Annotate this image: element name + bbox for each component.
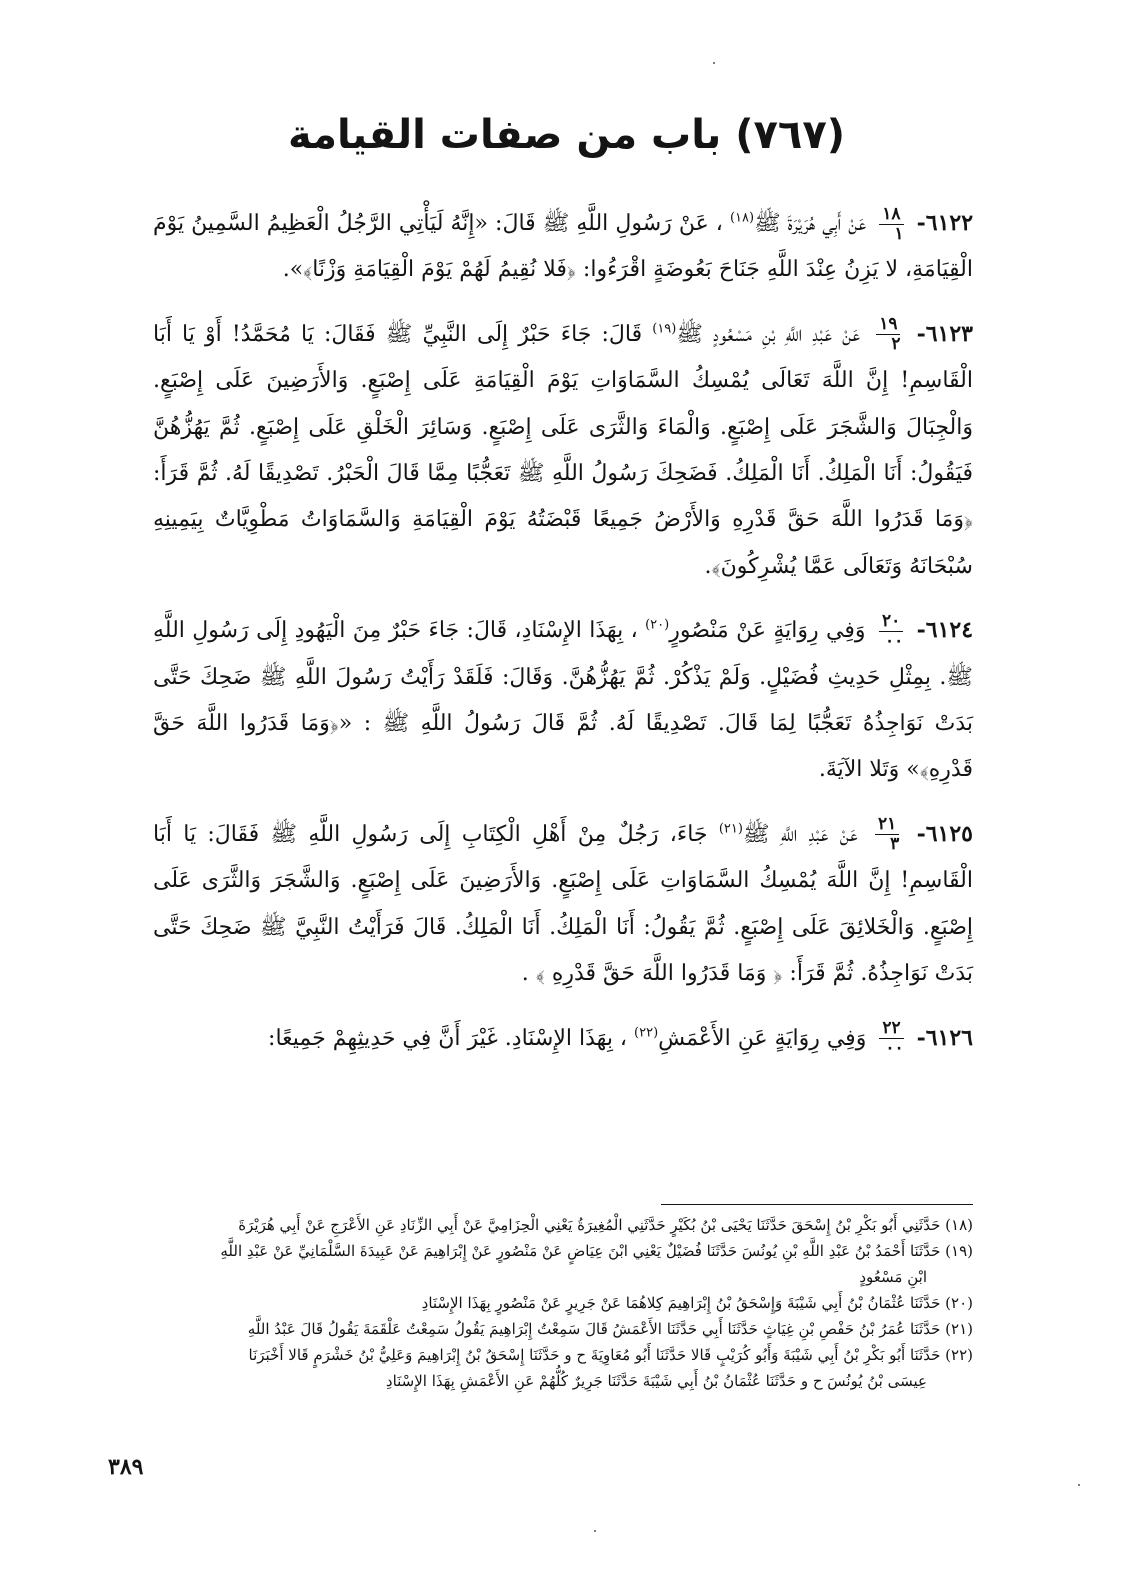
footnote-19 xyxy=(153,1238,973,1264)
hadith-section xyxy=(153,200,973,1079)
fraction-denominator: ٠٠ xyxy=(884,630,904,651)
fraction-numerator: ٢٢ xyxy=(879,1020,903,1039)
fraction-denominator: ١ xyxy=(894,223,904,244)
fraction-denominator: ٣ xyxy=(890,834,900,855)
footnote-22-continuation: عِيسَى بْنُ يُونُسَ ح و حَدَّثَنَا عُثْمَانُ بْنُ أَبِي شَيْبَةَ حَدَّثَنَا جَرِيرٌ كُلُّهُمْ عَنِ الأَعْمَشِ بِهَذَا الإِسْنَادِ xyxy=(385,1372,927,1390)
hadith-reference-fraction xyxy=(876,316,900,353)
hadith-reference-fraction xyxy=(879,203,904,244)
footnote-label: (١٩) xyxy=(945,1242,973,1260)
footnote-label: (٢٠) xyxy=(945,1294,973,1312)
chapter-title: (٧٦٧) باب من صفات القيامة xyxy=(287,112,846,158)
hadith-narrator: عَنْ عَبْدِ اللَّهِ بْنِ مَسْعُودٍ ﷺ xyxy=(676,321,861,347)
footnote-marker: (٢٠) xyxy=(645,617,670,633)
fraction-numerator: ٢١ xyxy=(875,816,899,835)
footnote-21 xyxy=(153,1316,973,1342)
footnote-divider xyxy=(661,1204,973,1205)
fraction-denominator: ٠٠ xyxy=(885,1038,904,1058)
hadith-6124 xyxy=(153,607,973,794)
hadith-reference-fraction xyxy=(879,610,904,651)
footnote-text: حَدَّثَنِي أَبُو بَكْرِ بْنُ إِسْحَقَ حَدَّثَنَا يَحْيَى بْنُ بُكَيْرٍ حَدَّثَنِي الْمُغِيرَةُ يَعْنِي الْحِزَامِيَّ عَنْ أَبِي الزِّنَادِ عَنِ الأَعْرَجِ عَنْ أَبِي هُرَيْرَةَ xyxy=(238,1216,941,1234)
hadith-6125 xyxy=(153,811,973,998)
scan-speck xyxy=(713,62,715,64)
scan-speck xyxy=(594,1530,596,1532)
hadith-reference-fraction xyxy=(879,1020,903,1057)
hadith-text: ، عَنْ رَسُولِ اللَّهِ ﷺ قَالَ: «إِنَّهُ لَيَأْتِي الرَّجُلُ الْعَظِيمُ السَّمِينُ يَوْمَ الْقِيَامَةِ، لا يَزِنُ عِنْدَ اللَّهِ جَنَاحَ بَعُوضَةٍ اقْرَءُوا: ﴿فَلا نُقِيمُ لَهُمْ يَوْمَ الْقِيَامَةِ وَزْنًا﴾». xyxy=(153,211,973,283)
footnotes-section xyxy=(153,1212,973,1394)
footnote-marker: (١٨) xyxy=(729,210,755,226)
hadith-6123 xyxy=(153,311,973,590)
hadith-text: ، بِهَذَا الإِسْنَادِ، قَالَ: جَاءَ حَبْرٌ مِنَ الْيَهُودِ إِلَى رَسُولِ اللَّهِ ﷺ. بِمِثْلِ حَدِيثِ فُضَيْلٍ. وَلَمْ يَذْكُرْ. ثُمَّ يَهُزُّهُنَّ. وَقَالَ: فَلَقَدْ رَأَيْتُ رَسُولَ اللَّهِ ﷺ ضَحِكَ حَتَّى بَدَتْ نَوَاجِذُهُ تَعَجُّبًا لِمَا قَالَ. تَصْدِيقًا لَهُ. ثُمَّ قَالَ رَسُولُ اللَّهِ ﷺ : «﴿وَمَا قَدَرُوا اللَّهَ حَقَّ قَدْرِهِ﴾» وَتَلا الآيَةَ. xyxy=(153,618,973,783)
hadith-number: ٦١٢٣- xyxy=(916,320,973,347)
hadith-narrator: وَفِي رِوَايَةٍ عَنِ الأَعْمَشِ xyxy=(658,1025,867,1051)
footnote-label: (٢٢) xyxy=(945,1346,973,1364)
hadith-narrator: عَنْ عَبْدِ اللَّهِ ﷺ xyxy=(742,821,858,847)
hadith-text: جَاءَ، رَجُلٌ مِنْ أَهْلِ الْكِتَابِ إِلَى رَسُولِ اللَّهِ ﷺ فَقَالَ: يَا أَبَا الْقَاسِمِ! إِنَّ اللَّهَ يُمْسِكُ السَّمَاوَاتِ عَلَى إِصْبَعٍ. وَالأَرَضِينَ عَلَى إِصْبَعٍ. وَالشَّجَرَ وَالثَّرَى عَلَى إِصْبَعٍ. وَالْخَلائِقَ عَلَى إِصْبَعٍ. ثُمَّ يَقُولُ: أَنَا الْمَلِكُ. أَنَا الْمَلِكُ. قَالَ فَرَأَيْتُ النَّبِيَّ ﷺ ضَحِكَ حَتَّى بَدَتْ نَوَاجِذُهُ. ثُمَّ قَرَأَ: ﴿ وَمَا قَدَرُوا اللَّهَ حَقَّ قَدْرِهِ ﴾ . xyxy=(153,821,973,987)
hadith-number: ٦١٢٢- xyxy=(916,210,974,236)
hadith-6126 xyxy=(153,1015,973,1062)
hadith-number: ٦١٢٤- xyxy=(916,617,974,644)
page-number: ٣٨٩ xyxy=(108,1454,144,1480)
fraction-numerator: ١٨ xyxy=(879,206,903,225)
footnote-marker: (١٩) xyxy=(652,321,677,337)
footnote-marker: (٢٢) xyxy=(634,1025,659,1041)
footnote-text: حَدَّثَنَا عُمَرُ بْنُ حَفْصِ بْنِ غِيَاثٍ حَدَّثَنَا أَبِي حَدَّثَنَا الأَعْمَشُ قَالَ سَمِعْتُ إِبْرَاهِيمَ يَقُولُ سَمِعْتُ عَلْقَمَةَ يَقُولُ قَالَ عَبْدُ اللَّهِ xyxy=(247,1320,941,1338)
footnote-label: (١٨) xyxy=(945,1216,973,1234)
footnote-label: (٢١) xyxy=(945,1320,973,1338)
hadith-narrator: وَفِي رِوَايَةٍ عَنْ مَنْصُورٍ xyxy=(669,618,866,644)
hadith-narrator: عَنْ أَبِي هُرَيْرَةَ ﷺ xyxy=(754,211,867,236)
hadith-reference-fraction xyxy=(875,816,899,853)
scan-speck xyxy=(1078,1484,1080,1486)
fraction-denominator: ٢ xyxy=(891,334,901,355)
footnote-19-continuation: ابْنِ مَسْعُودٍ xyxy=(859,1268,927,1286)
footnote-22 xyxy=(153,1342,973,1368)
hadith-number: ٦١٢٦- xyxy=(916,1024,973,1051)
hadith-text: ، بِهَذَا الإِسْنَادِ. غَيْرَ أَنَّ فِي حَدِيثِهِمْ جَمِيعًا: xyxy=(268,1025,628,1051)
footnote-text: حَدَّثَنَا أَحْمَدُ بْنُ عَبْدِ اللَّهِ بْنِ يُونُسَ حَدَّثَنَا فُضَيْلٌ يَعْنِي ابْنَ عِيَاضٍ عَنْ مَنْصُورٍ عَنْ إِبْرَاهِيمَ عَنْ عَبِيدَةَ السَّلْمَانِيِّ عَنْ عَبْدِ اللَّهِ xyxy=(220,1242,941,1260)
footnote-18 xyxy=(153,1212,973,1238)
fraction-numerator: ١٩ xyxy=(876,316,900,335)
hadith-6122 xyxy=(153,200,973,294)
fraction-numerator: ٢٠ xyxy=(879,613,903,632)
hadith-text: قَالَ: جَاءَ حَبْرٌ إِلَى النَّبِيِّ ﷺ فَقَالَ: يَا مُحَمَّدُ! أَوْ يَا أَبَا الْقَاسِمِ! إِنَّ اللَّهَ تَعَالَى يُمْسِكُ السَّمَاوَاتِ يَوْمَ الْقِيَامَةِ عَلَى إِصْبَعٍ. وَالأَرَضِينَ عَلَى إِصْبَعٍ. وَالْجِبَالَ وَالشَّجَرَ عَلَى إِصْبَعٍ. وَالْمَاءَ وَالثَّرَى عَلَى إِصْبَعٍ. وَسَائِرَ الْخَلْقِ عَلَى إِصْبَعٍ. ثُمَّ يَهُزُّهُنَّ فَيَقُولُ: أَنَا الْمَلِكُ. أَنَا الْمَلِكُ. فَضَحِكَ رَسُولُ اللَّهِ ﷺ تَعَجُّبًا مِمَّا قَالَ الْحَبْرُ. تَصْدِيقًا لَهُ. ثُمَّ قَرَأَ: ﴿وَمَا قَدَرُوا اللَّهَ حَقَّ قَدْرِهِ وَالأَرْضُ جَمِيعًا قَبْضَتُهُ يَوْمَ الْقِيَامَةِ وَالسَّمَاوَاتُ مَطْوِيَّاتٌ بِيَمِينِهِ سُبْحَانَهُ وَتَعَالَى عَمَّا يُشْرِكُونَ﴾. xyxy=(153,321,973,579)
footnote-marker: (٢١) xyxy=(718,821,743,837)
footnote-20 xyxy=(153,1290,973,1316)
footnote-text: حَدَّثَنَا عُثْمَانُ بْنُ أَبِي شَيْبَةَ وَإِسْحَقُ بْنُ إِبْرَاهِيمَ كِلاهُمَا عَنْ جَرِيرٍ عَنْ مَنْصُورٍ بِهَذَا الإِسْنَادِ xyxy=(421,1294,941,1312)
hadith-number: ٦١٢٥- xyxy=(916,820,973,847)
footnote-text: حَدَّثَنَا أَبُو بَكْرِ بْنُ أَبِي شَيْبَةَ وَأَبُو كُرَيْبٍ قَالا حَدَّثَنَا أَبُو مُعَاوِيَةَ ح و حَدَّثَنَا إِسْحَقُ بْنُ إِبْرَاهِيمَ وَعَلِيُّ بْنُ خَشْرَمٍ قَالا أَخْبَرَنَا xyxy=(248,1346,941,1364)
